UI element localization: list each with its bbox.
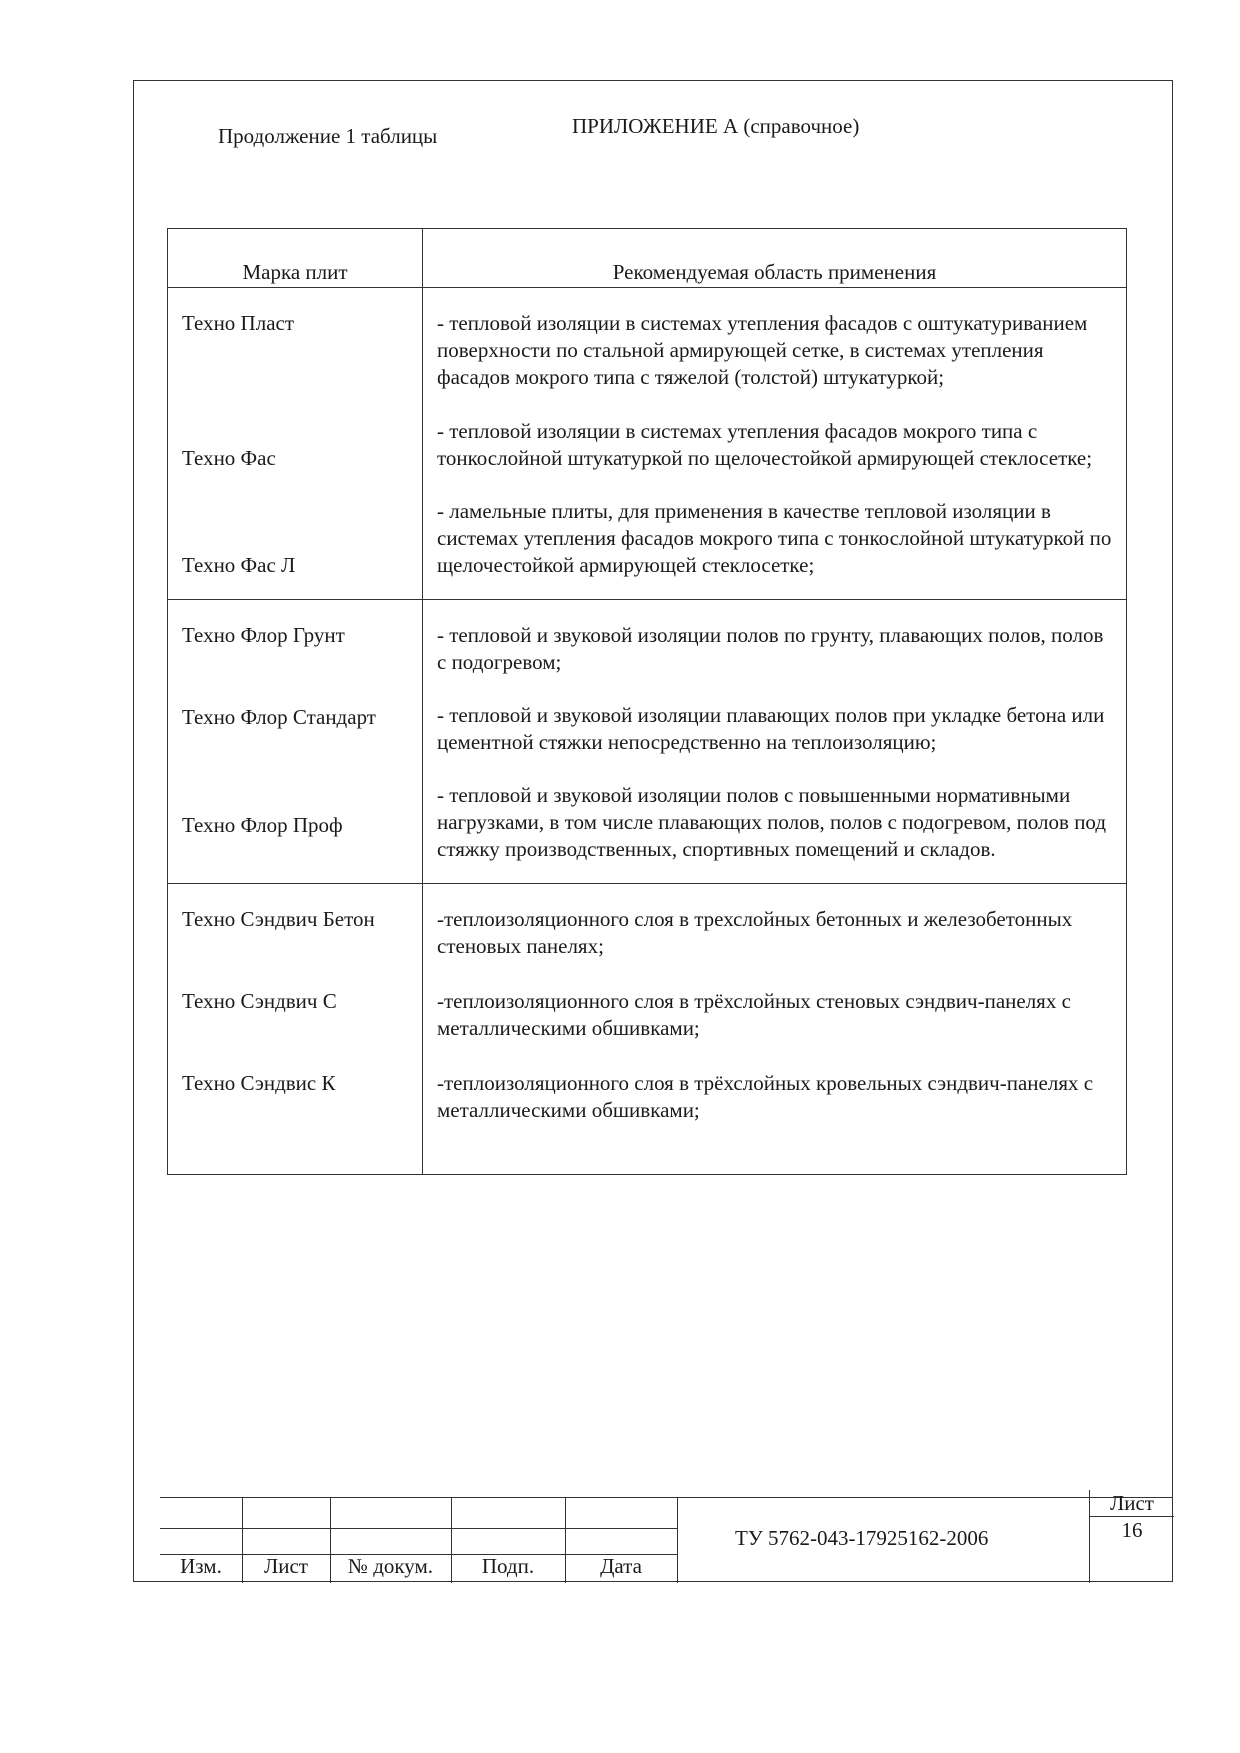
brand-name: Техно Сэндвич С (182, 989, 337, 1013)
application-text: - тепловой и звуковой изоляции плавающих полов при укладке бетона или цементной стяжки непосредственно на теплоизоляцию; (437, 703, 1105, 754)
document-code: ТУ 5762-043-17925162-2006 (735, 1526, 989, 1550)
application-text: -теплоизоляционного слоя в трёхслойных стеновых сэндвич-панелях с металлическими обшивками; (437, 989, 1071, 1040)
application-text: -теплоизоляционного слоя в трехслойных бетонных и железобетонных стеновых панелях; (437, 907, 1073, 958)
brand-name: Техно Флор Проф (182, 813, 343, 837)
revision-grid (160, 1498, 677, 1583)
brand-name: Техно Флор Стандарт (182, 705, 376, 729)
table-header (168, 229, 1126, 288)
brand-name: Техно Фас Л (182, 553, 296, 577)
application-text: - ламельные плиты, для применения в качестве тепловой изоляции в системах утепления фасадов мокрого типа с тонкослойной штукатуркой по щелочестойкой армирующей стеклосетке; (437, 499, 1112, 577)
title-block (160, 1491, 1173, 1583)
application-text: - тепловой и звуковой изоляции полов с повышенными нормативными нагрузками, в том числе плавающих полов, полов с подогревом, полов под стяжку производственных, спортивных помещений и складов. (437, 783, 1107, 861)
table-group-sandwich (168, 884, 1126, 1174)
brand-name: Техно Флор Грунт (182, 623, 345, 647)
header-brand: Марка плит (168, 229, 423, 287)
izm-label: Изм. (180, 1554, 222, 1578)
list-label: Лист (264, 1554, 308, 1578)
appendix-title: ПРИЛОЖЕНИЕ А (справочное) (572, 114, 860, 138)
sheet-number: 16 (1121, 1518, 1143, 1542)
sheet-box (1089, 1490, 1174, 1583)
application-text: - тепловой изоляции в системах утепления фасадов с оштукатуриванием поверхности по стальной армирующей сетке, в системах утепления фасадов мокрого типа с тяжелой (толстой) штукатуркой; (437, 311, 1088, 389)
brand-name: Техно Пласт (182, 311, 295, 335)
sheet-label: Лист (1090, 1490, 1174, 1517)
doc-no-label: № докум. (347, 1554, 434, 1578)
application-text: - тепловой изоляции в системах утепления фасадов мокрого типа с тонкослойной штукатуркой по щелочестойкой армирующей стеклосетке; (437, 419, 1093, 470)
table-group-facade (168, 288, 1126, 600)
brand-name: Техно Фас (182, 446, 276, 470)
signature-label: Подп. (481, 1554, 535, 1578)
table-group-floor (168, 600, 1126, 884)
continuation-label: Продолжение 1 таблицы (218, 124, 438, 148)
date-label: Дата (600, 1554, 642, 1578)
brand-name: Техно Сэндвич Бетон (182, 907, 375, 931)
application-text: -теплоизоляционного слоя в трёхслойных кровельных сэндвич-панелях с металлическими обшивками; (437, 1071, 1094, 1122)
application-text: - тепловой и звуковой изоляции полов по грунту, плавающих полов, полов с подогревом; (437, 623, 1104, 674)
brand-name: Техно Сэндвис К (182, 1071, 336, 1095)
header-application: Рекомендуемая область применения (612, 260, 937, 284)
application-table (167, 228, 1127, 1175)
